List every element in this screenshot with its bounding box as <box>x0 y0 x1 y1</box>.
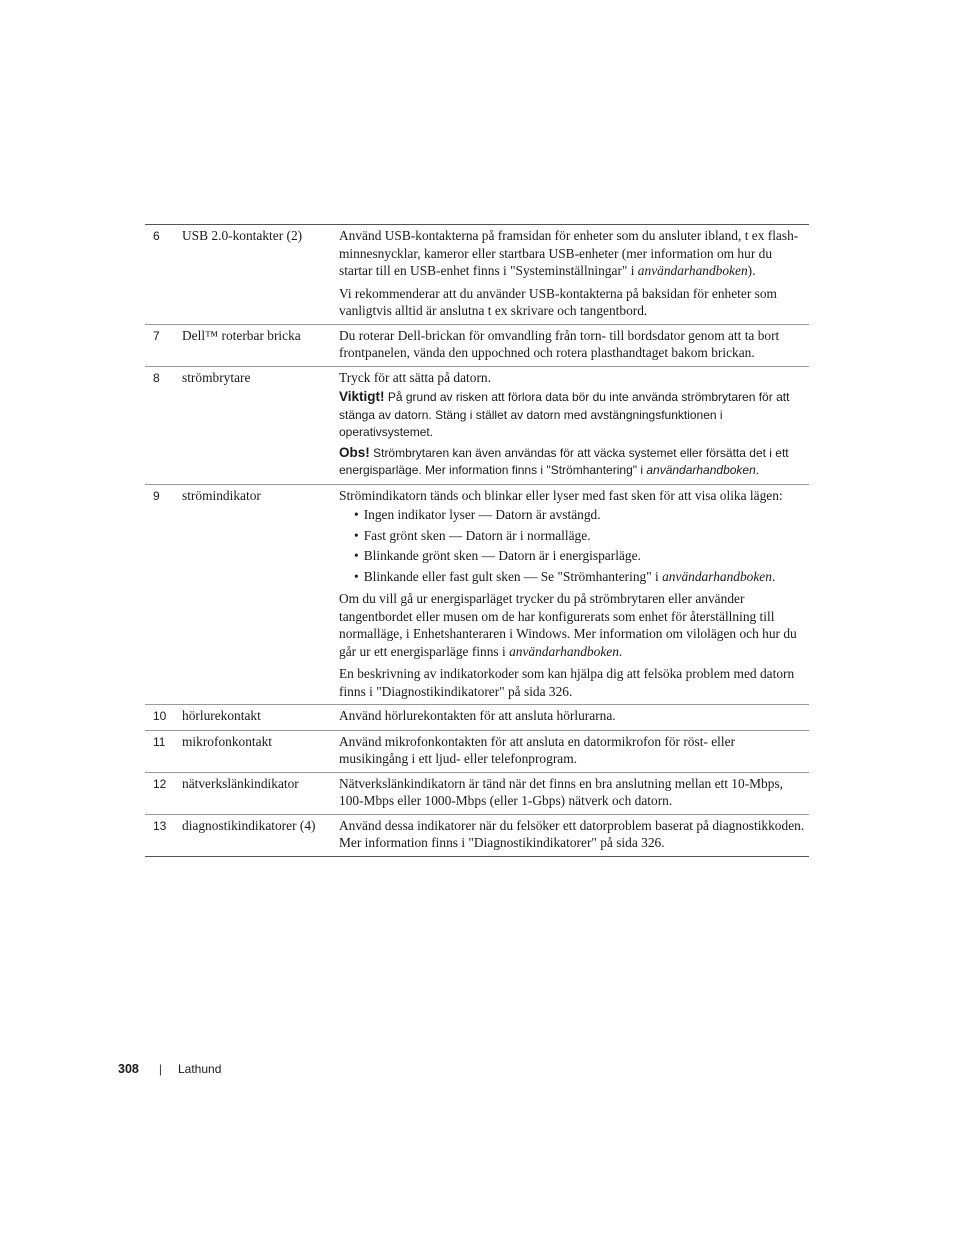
item-number: 12 <box>153 776 167 791</box>
description-paragraph: Om du vill gå ur energisparläget trycker du på strömbrytaren eller använder tangentbordet eller musen om de har konfigurerats som enhet för återställning till normalläge, i Enhetshanteraren i Windows. Mer information om vilolägen och hur du går ur ett energisparläge finns i användarhandboken. <box>339 591 797 659</box>
table-row <box>145 772 809 814</box>
item-description <box>339 707 809 726</box>
page-number: 308 <box>118 1062 139 1076</box>
description-paragraph: En beskrivning av indikatorkoder som kan hjälpa dig att felsöka problem med datorn finns i "Diagnostikindikatorer" på sida 326. <box>339 666 795 699</box>
item-description <box>339 817 809 852</box>
table-row <box>145 814 809 856</box>
table-row <box>145 484 809 705</box>
item-description <box>339 733 809 768</box>
table-row <box>145 366 809 484</box>
item-name: hörlurekontakt <box>182 708 261 723</box>
description-paragraph: Använd mikrofonkontakten för att ansluta en datormikrofon för röst- eller musikingång i ett ljud- eller telefonprogram. <box>339 733 736 766</box>
item-name: diagnostikindikatorer (4) <box>182 817 316 833</box>
component-table <box>145 224 809 857</box>
item-name: nätverkslänkindikator <box>182 775 299 791</box>
note-label: Obs! <box>339 444 370 460</box>
status-list <box>339 506 805 585</box>
description-paragraph: Tryck för att sätta på datorn. <box>339 369 491 385</box>
description-paragraph: Du roterar Dell-brickan för omvandling från torn- till bordsdator genom att ta bort frontpanelen, vända den uppochned och rotera plasthandtaget bakom brickan. <box>339 327 780 360</box>
item-description <box>339 487 809 701</box>
list-item: • Ingen indikator lyser — Datorn är avstängd. <box>354 506 805 524</box>
item-number: 11 <box>153 734 166 749</box>
item-number: 9 <box>153 488 160 503</box>
item-number: 7 <box>153 328 160 343</box>
section-title: Lathund <box>177 1062 222 1076</box>
item-number: 6 <box>153 229 160 243</box>
description-paragraph: Vi rekommenderar att du använder USB-kontakterna på baksidan för enheter som vanligtvis alltid är anslutna t ex skrivare och tangentbord. <box>339 285 777 318</box>
table-row <box>145 730 809 772</box>
warning-notice: Viktigt! På grund av risken att förlora data bör du inte använda strömbrytaren för att stänga av datorn. Stäng i stället av datorn med avstängningsfunktionen i operativsystemet. <box>339 389 790 439</box>
item-name: Dell™ roterbar bricka <box>182 327 301 343</box>
page-footer <box>118 1062 221 1076</box>
description-paragraph: Använd USB-kontakterna på framsidan för enheter som du ansluter ibland, t ex flash-minnesnycklar, kameror eller startbara USB-enheter (mer information om hur du startar till en USB-enhet finns i "Systeminställningar" i användarhandboken). <box>339 228 799 278</box>
note-notice: Obs! Strömbrytaren kan även användas för att väcka systemet eller försätta det i ett energisparläge. Mer information finns i "Strömhantering" i användarhandboken. <box>339 444 789 477</box>
description-paragraph: Strömindikatorn tänds och blinkar eller lyser med fast sken för att visa olika lägen: <box>339 487 783 503</box>
footer-separator: | <box>158 1062 162 1076</box>
item-number: 8 <box>153 370 160 385</box>
table-row <box>145 324 809 366</box>
warning-label: Viktigt! <box>339 389 385 404</box>
item-description <box>339 227 809 320</box>
item-description <box>339 327 809 362</box>
list-item: • Fast grönt sken — Datorn är i normalläge. <box>354 527 805 545</box>
list-item: • Blinkande grönt sken — Datorn är i energisparläge. <box>354 547 805 565</box>
item-name: strömindikator <box>182 487 261 503</box>
item-description <box>339 369 809 480</box>
item-number: 10 <box>153 709 167 723</box>
description-paragraph: Använd dessa indikatorer när du felsöker ett datorproblem baserat på diagnostikkoden. Mer information finns i "Diagnostikindikatorer" på sida 326. <box>339 817 805 850</box>
description-paragraph: Använd hörlurekontakten för att ansluta hörlurarna. <box>339 708 616 723</box>
table-row <box>145 704 809 730</box>
item-number: 13 <box>153 818 167 833</box>
table-row <box>145 225 809 324</box>
item-name: mikrofonkontakt <box>182 733 273 749</box>
item-name: strömbrytare <box>182 369 251 385</box>
description-paragraph: Nätverkslänkindikatorn är tänd när det finns en bra anslutning mellan ett 10-Mbps, 100-Mbps eller 1000-Mbps (eller 1-Gbps) nätverk och datorn. <box>339 775 784 808</box>
item-name: USB 2.0-kontakter (2) <box>182 228 303 243</box>
list-item: • Blinkande eller fast gult sken — Se "Strömhantering" i användarhandboken. <box>354 568 805 586</box>
item-description <box>339 775 809 810</box>
